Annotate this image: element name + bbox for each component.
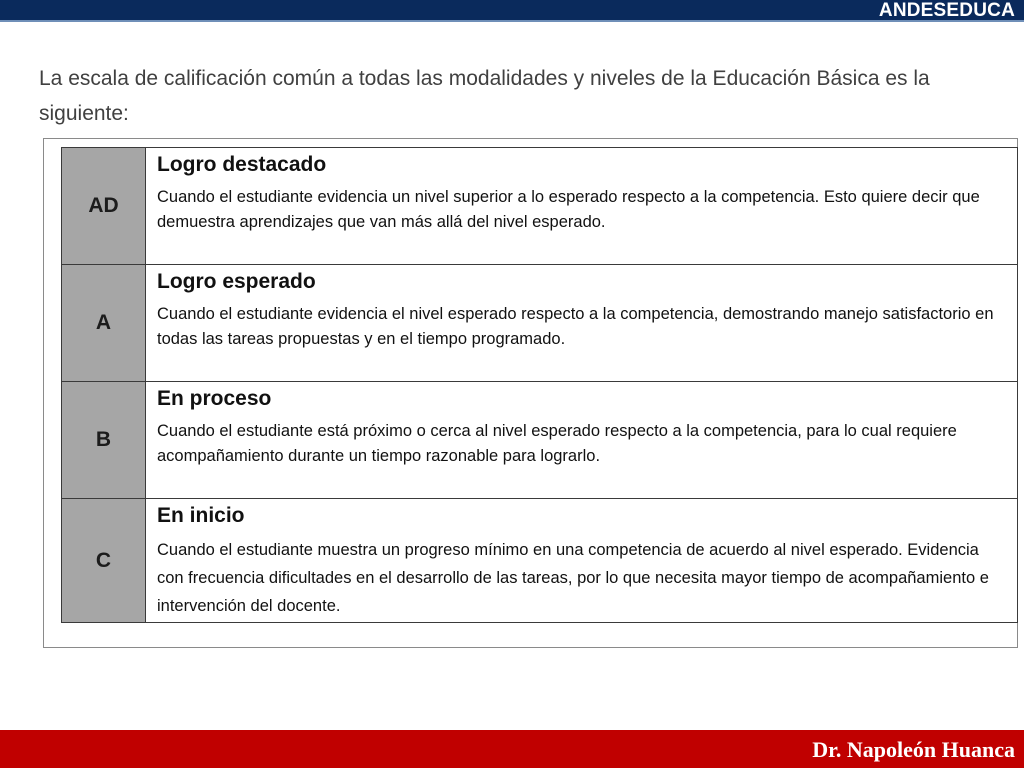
scale-description-cell: [146, 499, 1018, 623]
level-title: Logro esperado: [157, 270, 316, 293]
intro-paragraph: La escala de calificación común a todas las modalidades y niveles de la Educación Básica es la siguiente:: [39, 67, 930, 125]
scale-code-cell: A: [62, 265, 146, 382]
scale-description-cell: [146, 382, 1018, 499]
header-brand-label: ANDESEDUCA: [878, 0, 1015, 21]
level-title: En proceso: [157, 387, 272, 410]
footer-author-label: Dr. Napoleón Huanca: [812, 737, 1015, 762]
scale-row-b: [62, 382, 1018, 499]
level-description: Cuando el estudiante está próximo o cerca al nivel esperado respecto a la competencia, para lo cual requiere acompañamiento durante un tiempo razonable para lograrlo.: [157, 422, 957, 465]
scale-code-cell: B: [62, 382, 146, 499]
level-description: Cuando el estudiante evidencia el nivel esperado respecto a la competencia, demostrando manejo satisfactorio en todas las tareas propuestas y en el tiempo programado.: [157, 305, 994, 348]
scale-code-cell: C: [62, 499, 146, 623]
header-bar: [0, 0, 1024, 22]
footer-bar: [0, 730, 1024, 768]
scale-row-ad: [62, 148, 1018, 265]
level-description: Cuando el estudiante muestra un progreso mínimo en una competencia de acuerdo al nivel esperado. Evidencia con frecuencia dificultades en el desarrollo de las tareas, por lo que necesita mayor tiempo de acompañamiento e intervención del docente.: [157, 541, 989, 615]
level-description: Cuando el estudiante evidencia un nivel superior a lo esperado respecto a la competencia. Esto quiere decir que demuestra aprendizajes que van más allá del nivel esperado.: [157, 188, 980, 231]
scale-row-c: [62, 499, 1018, 623]
level-title: Logro destacado: [157, 153, 327, 176]
grading-scale-table: [61, 147, 1018, 623]
scale-description-cell: [146, 265, 1018, 382]
scale-description-cell: [146, 148, 1018, 265]
scale-row-a: [62, 265, 1018, 382]
level-title: En inicio: [157, 504, 245, 527]
scale-code-cell: AD: [62, 148, 146, 265]
